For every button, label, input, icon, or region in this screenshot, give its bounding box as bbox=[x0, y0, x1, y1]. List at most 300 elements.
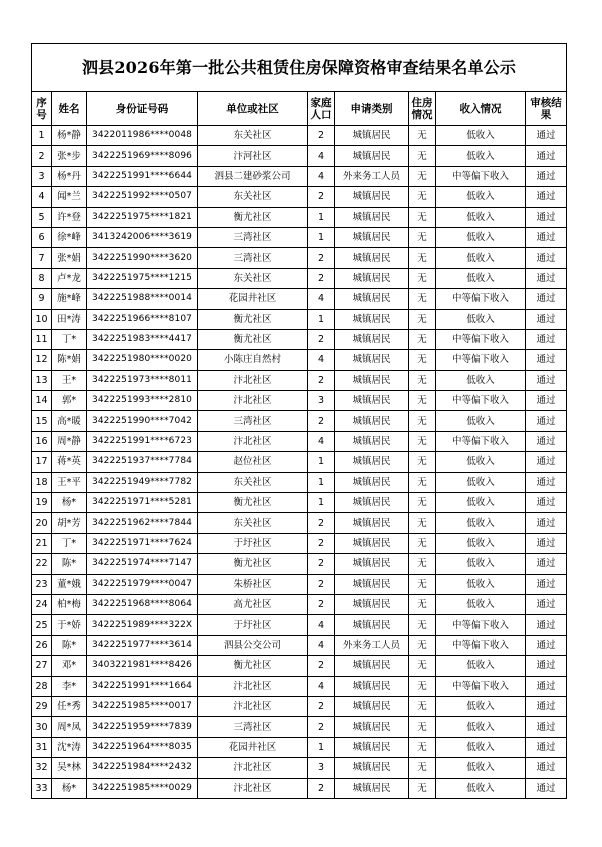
name-cell: 任*秀 bbox=[52, 696, 87, 716]
household-size-cell: 4 bbox=[308, 289, 335, 309]
review-result-cell: 通过 bbox=[526, 554, 567, 574]
serial-cell: 24 bbox=[32, 594, 52, 614]
serial-cell: 4 bbox=[32, 187, 52, 207]
serial-cell: 20 bbox=[32, 513, 52, 533]
id-number-cell: 3422251985****0029 bbox=[87, 778, 198, 798]
income-status-cell: 低收入 bbox=[436, 146, 526, 166]
table-row bbox=[32, 452, 567, 472]
review-result-cell: 通过 bbox=[526, 594, 567, 614]
income-status-cell: 低收入 bbox=[436, 370, 526, 390]
income-status-cell: 中等偏下收入 bbox=[436, 615, 526, 635]
income-status-cell: 低收入 bbox=[436, 778, 526, 798]
table-row bbox=[32, 635, 567, 655]
serial-cell: 22 bbox=[32, 554, 52, 574]
name-cell: 陈*娟 bbox=[52, 350, 87, 370]
id-number-cell: 3422251990****7042 bbox=[87, 411, 198, 431]
income-status-cell: 低收入 bbox=[436, 187, 526, 207]
household-size-cell: 4 bbox=[308, 146, 335, 166]
serial-cell: 14 bbox=[32, 391, 52, 411]
income-status-cell: 中等偏下收入 bbox=[436, 635, 526, 655]
header-unit: 单位或社区 bbox=[198, 92, 308, 126]
table-row bbox=[32, 615, 567, 635]
serial-cell: 16 bbox=[32, 431, 52, 451]
name-cell: 闻*兰 bbox=[52, 187, 87, 207]
table-row bbox=[32, 187, 567, 207]
review-result-cell: 通过 bbox=[526, 778, 567, 798]
household-size-cell: 2 bbox=[308, 126, 335, 146]
application-type-cell: 城镇居民 bbox=[335, 207, 409, 227]
unit-cell: 三湾社区 bbox=[198, 248, 308, 268]
unit-cell: 汴北社区 bbox=[198, 431, 308, 451]
review-result-cell: 通过 bbox=[526, 615, 567, 635]
review-result-cell: 通过 bbox=[526, 146, 567, 166]
unit-cell: 泗县二建砂浆公司 bbox=[198, 166, 308, 186]
unit-cell: 汴北社区 bbox=[198, 370, 308, 390]
housing-status-cell: 无 bbox=[409, 370, 436, 390]
housing-status-cell: 无 bbox=[409, 207, 436, 227]
housing-status-cell: 无 bbox=[409, 187, 436, 207]
id-number-cell: 3422251937****7784 bbox=[87, 452, 198, 472]
income-status-cell: 低收入 bbox=[436, 513, 526, 533]
application-type-cell: 城镇居民 bbox=[335, 431, 409, 451]
id-number-cell: 3422251971****7624 bbox=[87, 533, 198, 553]
name-cell: 丁* bbox=[52, 329, 87, 349]
review-result-cell: 通过 bbox=[526, 533, 567, 553]
unit-cell: 三湾社区 bbox=[198, 227, 308, 247]
household-size-cell: 4 bbox=[308, 350, 335, 370]
unit-cell: 小陈庄自然村 bbox=[198, 350, 308, 370]
id-number-cell: 3422251959****7839 bbox=[87, 717, 198, 737]
application-type-cell: 城镇居民 bbox=[335, 656, 409, 676]
application-type-cell: 城镇居民 bbox=[335, 268, 409, 288]
application-type-cell: 城镇居民 bbox=[335, 146, 409, 166]
review-result-cell: 通过 bbox=[526, 248, 567, 268]
income-status-cell: 中等偏下收入 bbox=[436, 329, 526, 349]
review-result-cell: 通过 bbox=[526, 411, 567, 431]
header-household-size: 家庭人口 bbox=[308, 92, 335, 126]
application-type-cell: 城镇居民 bbox=[335, 391, 409, 411]
page-title: 泗县2026年第一批公共租赁住房保障资格审查结果名单公示 bbox=[32, 44, 567, 92]
review-result-cell: 通过 bbox=[526, 289, 567, 309]
income-status-cell: 低收入 bbox=[436, 696, 526, 716]
table-row bbox=[32, 493, 567, 513]
name-cell: 董*娥 bbox=[52, 574, 87, 594]
income-status-cell: 中等偏下收入 bbox=[436, 431, 526, 451]
household-size-cell: 2 bbox=[308, 370, 335, 390]
id-number-cell: 3422011986****0048 bbox=[87, 126, 198, 146]
review-result-cell: 通过 bbox=[526, 391, 567, 411]
household-size-cell: 2 bbox=[308, 329, 335, 349]
unit-cell: 汴北社区 bbox=[198, 758, 308, 778]
review-result-cell: 通过 bbox=[526, 309, 567, 329]
unit-cell: 汴河社区 bbox=[198, 146, 308, 166]
unit-cell: 衡尤社区 bbox=[198, 493, 308, 513]
review-result-cell: 通过 bbox=[526, 166, 567, 186]
table-row bbox=[32, 207, 567, 227]
table-row bbox=[32, 554, 567, 574]
name-cell: 田*涛 bbox=[52, 309, 87, 329]
unit-cell: 衡尤社区 bbox=[198, 207, 308, 227]
name-cell: 杨* bbox=[52, 778, 87, 798]
name-cell: 于*娇 bbox=[52, 615, 87, 635]
review-result-cell: 通过 bbox=[526, 431, 567, 451]
household-size-cell: 1 bbox=[308, 493, 335, 513]
application-type-cell: 城镇居民 bbox=[335, 370, 409, 390]
application-type-cell: 城镇居民 bbox=[335, 472, 409, 492]
income-status-cell: 中等偏下收入 bbox=[436, 166, 526, 186]
application-type-cell: 城镇居民 bbox=[335, 289, 409, 309]
name-cell: 蒋*英 bbox=[52, 452, 87, 472]
review-result-cell: 通过 bbox=[526, 268, 567, 288]
header-id-number: 身份证号码 bbox=[87, 92, 198, 126]
housing-status-cell: 无 bbox=[409, 248, 436, 268]
serial-cell: 8 bbox=[32, 268, 52, 288]
name-cell: 杨*丹 bbox=[52, 166, 87, 186]
application-type-cell: 城镇居民 bbox=[335, 513, 409, 533]
housing-status-cell: 无 bbox=[409, 452, 436, 472]
name-cell: 卢*龙 bbox=[52, 268, 87, 288]
income-status-cell: 低收入 bbox=[436, 594, 526, 614]
unit-cell: 高尤社区 bbox=[198, 594, 308, 614]
serial-cell: 13 bbox=[32, 370, 52, 390]
serial-cell: 29 bbox=[32, 696, 52, 716]
housing-status-cell: 无 bbox=[409, 329, 436, 349]
table-row bbox=[32, 472, 567, 492]
id-number-cell: 3422251983****4417 bbox=[87, 329, 198, 349]
housing-status-cell: 无 bbox=[409, 533, 436, 553]
unit-cell: 花园井社区 bbox=[198, 737, 308, 757]
review-result-cell: 通过 bbox=[526, 452, 567, 472]
housing-status-cell: 无 bbox=[409, 289, 436, 309]
unit-cell: 衡尤社区 bbox=[198, 329, 308, 349]
unit-cell: 东关社区 bbox=[198, 513, 308, 533]
housing-status-cell: 无 bbox=[409, 166, 436, 186]
housing-status-cell: 无 bbox=[409, 126, 436, 146]
table-body bbox=[32, 126, 567, 799]
application-type-cell: 城镇居民 bbox=[335, 717, 409, 737]
header-housing-status: 住房情况 bbox=[409, 92, 436, 126]
name-cell: 陈* bbox=[52, 635, 87, 655]
header-name: 姓名 bbox=[52, 92, 87, 126]
income-status-cell: 中等偏下收入 bbox=[436, 289, 526, 309]
housing-status-cell: 无 bbox=[409, 146, 436, 166]
unit-cell: 衡尤社区 bbox=[198, 309, 308, 329]
income-status-cell: 低收入 bbox=[436, 737, 526, 757]
table-row bbox=[32, 146, 567, 166]
household-size-cell: 4 bbox=[308, 431, 335, 451]
application-type-cell: 城镇居民 bbox=[335, 248, 409, 268]
name-cell: 施*峰 bbox=[52, 289, 87, 309]
review-result-cell: 通过 bbox=[526, 126, 567, 146]
serial-cell: 15 bbox=[32, 411, 52, 431]
id-number-cell: 3422251962****7844 bbox=[87, 513, 198, 533]
unit-cell: 东关社区 bbox=[198, 126, 308, 146]
unit-cell: 朱桥社区 bbox=[198, 574, 308, 594]
serial-cell: 33 bbox=[32, 778, 52, 798]
household-size-cell: 1 bbox=[308, 452, 335, 472]
table-row bbox=[32, 350, 567, 370]
table-row bbox=[32, 391, 567, 411]
household-size-cell: 2 bbox=[308, 696, 335, 716]
household-size-cell: 4 bbox=[308, 615, 335, 635]
table-row bbox=[32, 370, 567, 390]
review-result-cell: 通过 bbox=[526, 493, 567, 513]
income-status-cell: 低收入 bbox=[436, 656, 526, 676]
housing-status-cell: 无 bbox=[409, 778, 436, 798]
serial-cell: 19 bbox=[32, 493, 52, 513]
application-type-cell: 城镇居民 bbox=[335, 758, 409, 778]
id-number-cell: 3422251969****8096 bbox=[87, 146, 198, 166]
notice-sheet bbox=[31, 43, 566, 799]
application-type-cell: 城镇居民 bbox=[335, 350, 409, 370]
household-size-cell: 4 bbox=[308, 166, 335, 186]
housing-status-cell: 无 bbox=[409, 411, 436, 431]
household-size-cell: 2 bbox=[308, 574, 335, 594]
review-result-cell: 通过 bbox=[526, 758, 567, 778]
id-number-cell: 3422251992****0507 bbox=[87, 187, 198, 207]
income-status-cell: 低收入 bbox=[436, 207, 526, 227]
table-row bbox=[32, 758, 567, 778]
income-status-cell: 低收入 bbox=[436, 533, 526, 553]
application-type-cell: 城镇居民 bbox=[335, 574, 409, 594]
serial-cell: 17 bbox=[32, 452, 52, 472]
income-status-cell: 低收入 bbox=[436, 493, 526, 513]
household-size-cell: 3 bbox=[308, 391, 335, 411]
unit-cell: 汴北社区 bbox=[198, 391, 308, 411]
name-cell: 吴*林 bbox=[52, 758, 87, 778]
name-cell: 丁* bbox=[52, 533, 87, 553]
unit-cell: 泗县公交公司 bbox=[198, 635, 308, 655]
household-size-cell: 1 bbox=[308, 309, 335, 329]
serial-cell: 30 bbox=[32, 717, 52, 737]
id-number-cell: 3422251990****3620 bbox=[87, 248, 198, 268]
name-cell: 郭* bbox=[52, 391, 87, 411]
housing-status-cell: 无 bbox=[409, 472, 436, 492]
housing-status-cell: 无 bbox=[409, 594, 436, 614]
id-number-cell: 3422251988****0014 bbox=[87, 289, 198, 309]
unit-cell: 花园井社区 bbox=[198, 289, 308, 309]
serial-cell: 9 bbox=[32, 289, 52, 309]
table-row bbox=[32, 676, 567, 696]
id-number-cell: 3422251966****8107 bbox=[87, 309, 198, 329]
household-size-cell: 2 bbox=[308, 594, 335, 614]
name-cell: 王* bbox=[52, 370, 87, 390]
review-result-cell: 通过 bbox=[526, 370, 567, 390]
id-number-cell: 3422251989****322X bbox=[87, 615, 198, 635]
serial-cell: 1 bbox=[32, 126, 52, 146]
id-number-cell: 3422251975****1821 bbox=[87, 207, 198, 227]
table-row bbox=[32, 574, 567, 594]
application-type-cell: 城镇居民 bbox=[335, 554, 409, 574]
serial-cell: 2 bbox=[32, 146, 52, 166]
housing-status-cell: 无 bbox=[409, 227, 436, 247]
income-status-cell: 低收入 bbox=[436, 268, 526, 288]
review-result-cell: 通过 bbox=[526, 676, 567, 696]
name-cell: 沈*涛 bbox=[52, 737, 87, 757]
unit-cell: 东关社区 bbox=[198, 187, 308, 207]
unit-cell: 三湾社区 bbox=[198, 411, 308, 431]
serial-cell: 11 bbox=[32, 329, 52, 349]
table-row bbox=[32, 533, 567, 553]
name-cell: 杨* bbox=[52, 493, 87, 513]
id-number-cell: 3422251975****1215 bbox=[87, 268, 198, 288]
income-status-cell: 中等偏下收入 bbox=[436, 391, 526, 411]
serial-cell: 10 bbox=[32, 309, 52, 329]
serial-cell: 12 bbox=[32, 350, 52, 370]
serial-cell: 25 bbox=[32, 615, 52, 635]
name-cell: 胡*芳 bbox=[52, 513, 87, 533]
review-result-cell: 通过 bbox=[526, 574, 567, 594]
income-status-cell: 低收入 bbox=[436, 717, 526, 737]
housing-status-cell: 无 bbox=[409, 635, 436, 655]
serial-cell: 26 bbox=[32, 635, 52, 655]
id-number-cell: 3422251993****2810 bbox=[87, 391, 198, 411]
name-cell: 柏*梅 bbox=[52, 594, 87, 614]
income-status-cell: 低收入 bbox=[436, 248, 526, 268]
table-row bbox=[32, 737, 567, 757]
name-cell: 杨*静 bbox=[52, 126, 87, 146]
housing-status-cell: 无 bbox=[409, 737, 436, 757]
household-size-cell: 2 bbox=[308, 778, 335, 798]
table-row bbox=[32, 431, 567, 451]
unit-cell: 衡尤社区 bbox=[198, 656, 308, 676]
serial-cell: 5 bbox=[32, 207, 52, 227]
application-type-cell: 城镇居民 bbox=[335, 737, 409, 757]
id-number-cell: 3403221981****8426 bbox=[87, 656, 198, 676]
household-size-cell: 2 bbox=[308, 248, 335, 268]
application-type-cell: 城镇居民 bbox=[335, 778, 409, 798]
income-status-cell: 中等偏下收入 bbox=[436, 676, 526, 696]
name-cell: 张*娟 bbox=[52, 248, 87, 268]
id-number-cell: 3422251973****8011 bbox=[87, 370, 198, 390]
application-type-cell: 城镇居民 bbox=[335, 594, 409, 614]
income-status-cell: 低收入 bbox=[436, 758, 526, 778]
table-row bbox=[32, 696, 567, 716]
id-number-cell: 3422251949****7782 bbox=[87, 472, 198, 492]
header-row bbox=[32, 92, 567, 126]
unit-cell: 于圩社区 bbox=[198, 615, 308, 635]
serial-cell: 28 bbox=[32, 676, 52, 696]
application-type-cell: 城镇居民 bbox=[335, 309, 409, 329]
id-number-cell: 3422251977****3614 bbox=[87, 635, 198, 655]
id-number-cell: 3422251985****0017 bbox=[87, 696, 198, 716]
household-size-cell: 2 bbox=[308, 268, 335, 288]
application-type-cell: 外来务工人员 bbox=[335, 635, 409, 655]
id-number-cell: 3422251964****8035 bbox=[87, 737, 198, 757]
name-cell: 高*暖 bbox=[52, 411, 87, 431]
income-status-cell: 低收入 bbox=[436, 574, 526, 594]
review-result-cell: 通过 bbox=[526, 513, 567, 533]
serial-cell: 32 bbox=[32, 758, 52, 778]
result-table bbox=[31, 43, 567, 799]
id-number-cell: 3422251980****0020 bbox=[87, 350, 198, 370]
income-status-cell: 低收入 bbox=[436, 452, 526, 472]
household-size-cell: 2 bbox=[308, 533, 335, 553]
name-cell: 邓* bbox=[52, 656, 87, 676]
name-cell: 周*静 bbox=[52, 431, 87, 451]
review-result-cell: 通过 bbox=[526, 472, 567, 492]
header-application-type: 申请类别 bbox=[335, 92, 409, 126]
household-size-cell: 1 bbox=[308, 227, 335, 247]
application-type-cell: 外来务工人员 bbox=[335, 166, 409, 186]
housing-status-cell: 无 bbox=[409, 350, 436, 370]
application-type-cell: 城镇居民 bbox=[335, 696, 409, 716]
application-type-cell: 城镇居民 bbox=[335, 676, 409, 696]
id-number-cell: 3422251974****7147 bbox=[87, 554, 198, 574]
review-result-cell: 通过 bbox=[526, 717, 567, 737]
review-result-cell: 通过 bbox=[526, 696, 567, 716]
housing-status-cell: 无 bbox=[409, 676, 436, 696]
header-review-result: 审核结果 bbox=[526, 92, 567, 126]
id-number-cell: 3422251971****5281 bbox=[87, 493, 198, 513]
household-size-cell: 1 bbox=[308, 737, 335, 757]
id-number-cell: 3422251991****1664 bbox=[87, 676, 198, 696]
household-size-cell: 4 bbox=[308, 676, 335, 696]
household-size-cell: 2 bbox=[308, 554, 335, 574]
table-row bbox=[32, 309, 567, 329]
header-serial: 序号 bbox=[32, 92, 52, 126]
table-row bbox=[32, 227, 567, 247]
household-size-cell: 2 bbox=[308, 656, 335, 676]
unit-cell: 东关社区 bbox=[198, 268, 308, 288]
housing-status-cell: 无 bbox=[409, 717, 436, 737]
name-cell: 李* bbox=[52, 676, 87, 696]
serial-cell: 23 bbox=[32, 574, 52, 594]
id-number-cell: 3422251979****0047 bbox=[87, 574, 198, 594]
household-size-cell: 3 bbox=[308, 758, 335, 778]
housing-status-cell: 无 bbox=[409, 656, 436, 676]
household-size-cell: 2 bbox=[308, 513, 335, 533]
table-row bbox=[32, 513, 567, 533]
name-cell: 张*步 bbox=[52, 146, 87, 166]
review-result-cell: 通过 bbox=[526, 329, 567, 349]
name-cell: 许*登 bbox=[52, 207, 87, 227]
table-row bbox=[32, 594, 567, 614]
household-size-cell: 2 bbox=[308, 717, 335, 737]
household-size-cell: 4 bbox=[308, 635, 335, 655]
housing-status-cell: 无 bbox=[409, 554, 436, 574]
review-result-cell: 通过 bbox=[526, 207, 567, 227]
housing-status-cell: 无 bbox=[409, 696, 436, 716]
table-row bbox=[32, 411, 567, 431]
income-status-cell: 低收入 bbox=[436, 227, 526, 247]
housing-status-cell: 无 bbox=[409, 513, 436, 533]
unit-cell: 汴北社区 bbox=[198, 778, 308, 798]
unit-cell: 赵位社区 bbox=[198, 452, 308, 472]
unit-cell: 三湾社区 bbox=[198, 717, 308, 737]
table-row bbox=[32, 656, 567, 676]
id-number-cell: 3422251968****8064 bbox=[87, 594, 198, 614]
unit-cell: 东关社区 bbox=[198, 472, 308, 492]
application-type-cell: 城镇居民 bbox=[335, 227, 409, 247]
id-number-cell: 3413242006****3619 bbox=[87, 227, 198, 247]
name-cell: 周*凤 bbox=[52, 717, 87, 737]
housing-status-cell: 无 bbox=[409, 574, 436, 594]
table-row bbox=[32, 268, 567, 288]
unit-cell: 衡尤社区 bbox=[198, 554, 308, 574]
unit-cell: 汴北社区 bbox=[198, 696, 308, 716]
review-result-cell: 通过 bbox=[526, 350, 567, 370]
application-type-cell: 城镇居民 bbox=[335, 533, 409, 553]
housing-status-cell: 无 bbox=[409, 758, 436, 778]
name-cell: 徐*峰 bbox=[52, 227, 87, 247]
serial-cell: 7 bbox=[32, 248, 52, 268]
header-income-status: 收入情况 bbox=[436, 92, 526, 126]
application-type-cell: 城镇居民 bbox=[335, 411, 409, 431]
name-cell: 陈* bbox=[52, 554, 87, 574]
table-row bbox=[32, 289, 567, 309]
table-row bbox=[32, 717, 567, 737]
